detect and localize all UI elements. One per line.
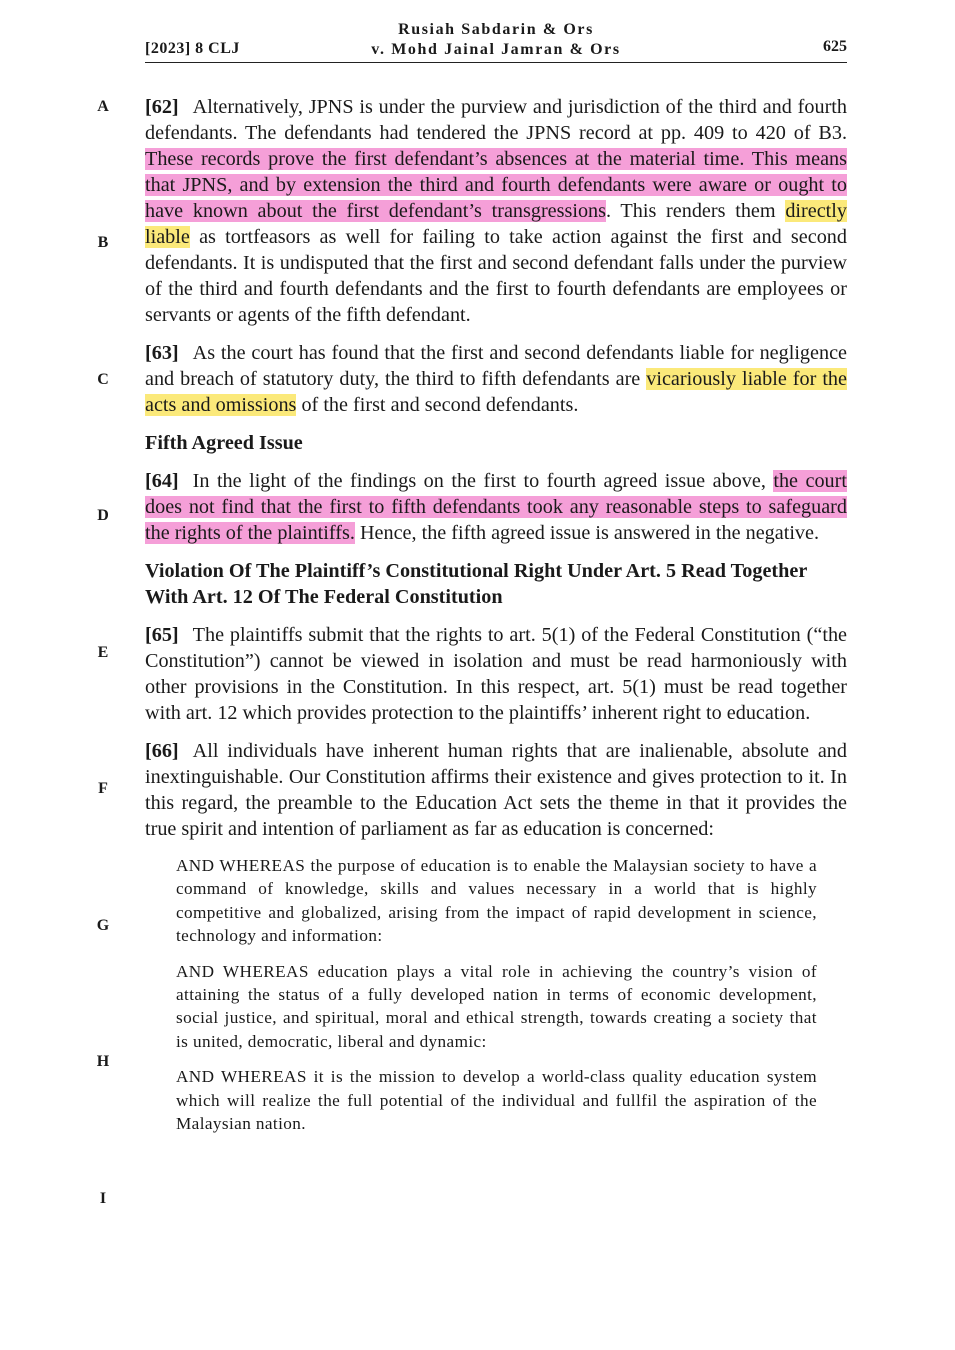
paragraph-66 (145, 738, 847, 842)
page-number: 625 (823, 38, 847, 55)
paragraph-text: The plaintiffs submit that the rights to art. 5(1) of the Federal Constitution (“the Constitution”) cannot be viewed in isolation and must be read harmoniously with other provisions in the Constitution. In this respect, art. 5(1) must be read together with art. 12 which provides protection to the plaintiffs’ inherent right to education. (145, 624, 847, 724)
block-quote-1: AND WHEREAS the purpose of education is to enable the Malaysian society to have a command of knowledge, skills and values necessary in a world that is highly competitive and globalized, arising from the impact of rapid development in science, technology and information: (176, 856, 817, 946)
paragraph-number: [66] (145, 740, 179, 762)
paragraph-62 (145, 94, 847, 328)
paragraph-text: Hence, the fifth agreed issue is answered in the negative. (354, 522, 820, 544)
margin-letter-e: E (97, 644, 109, 661)
margin-letter-f: F (98, 780, 108, 797)
page-header (145, 18, 847, 63)
paragraph-text: of the first and second defendants. (296, 394, 579, 416)
paragraph-number: [64] (145, 470, 179, 492)
paragraph-text: . This renders them (606, 200, 786, 222)
paragraph-number: [65] (145, 624, 179, 646)
yellow-highlight: vicariously liable for the acts and omissions (145, 368, 847, 416)
paragraph-text: All individuals have inherent human rights that are inalienable, absolute and inextinguishable. Our Constitution affirms their existence and gives protection to it. In this regard, the preamble to the Education Act sets the theme in that it provides the true spirit and intention of parliament as far as education is concerned: (145, 740, 847, 840)
paragraph-64 (145, 468, 847, 546)
paragraph-text: As the court has found that the first and second defendants liable for negligence and breach of statutory duty, the third to fifth defendants are (145, 342, 847, 390)
section-heading-constitutional-right: Violation Of The Plaintiff’s Constitutional Right Under Art. 5 Read Together With Art. 12 Of The Federal Constitution (145, 560, 807, 608)
margin-letter-d: D (97, 507, 109, 524)
pink-highlight: These records prove the first defendant’s absences at the material time. This means that JPNS, and by extension the third and fourth defendants were aware or ought to have known about the first defendant’s transgressions (145, 148, 847, 222)
paragraph-text: In the light of the findings on the first to fourth agreed issue above, (192, 470, 774, 492)
paragraph-text: Alternatively, JPNS is under the purview and jurisdiction of the third and fourth defendants. The defendants had tendered the JPNS record at pp. 409 to 420 of B3. (145, 96, 847, 144)
margin-letter-h: H (96, 1053, 110, 1070)
margin-letter-b: B (97, 234, 109, 251)
pink-highlight: the court does not find that the first to fifth defendants took any reasonable steps to safeguard the rights of the plaintiffs. (145, 470, 847, 544)
block-quote-3: AND WHEREAS it is the mission to develop a world-class quality education system which will realize the full potential of the individual and fullfil the aspiration of the Malaysian nation. (176, 1067, 817, 1134)
case-title-line2: v. Mohd Jainal Jamran & Ors (371, 41, 621, 58)
margin-letter-a: A (97, 98, 109, 115)
margin-letter-g: G (96, 917, 110, 934)
judgment-body (145, 94, 847, 1147)
paragraph-63 (145, 340, 847, 418)
paragraph-text: as tortfeasors as well for failing to take action against the first and second defendants. It is undisputed that the first and second defendant falls under the purview of the third and fourth defendants and the first to fourth defendants are employees or servants or agents of the fifth defendant. (145, 226, 847, 326)
section-heading-fifth-agreed-issue: Fifth Agreed Issue (145, 432, 303, 454)
case-title-line1: Rusiah Sabdarin & Ors (398, 21, 594, 38)
paragraph-number: [62] (145, 96, 179, 118)
margin-letter-c: C (97, 371, 109, 388)
block-quote-2: AND WHEREAS education plays a vital role in achieving the country’s vision of attaining the status of a fully developed nation in terms of economic development, social justice, and spiritual, moral and ethical strength, towards creating a society that is united, democratic, liberal and dynamic: (176, 961, 817, 1051)
paragraph-65 (145, 622, 847, 726)
report-citation: [2023] 8 CLJ (145, 40, 240, 57)
margin-letter-i: I (99, 1190, 107, 1207)
paragraph-number: [63] (145, 342, 179, 364)
yellow-highlight: directly liable (145, 200, 847, 248)
case-title (145, 20, 847, 60)
